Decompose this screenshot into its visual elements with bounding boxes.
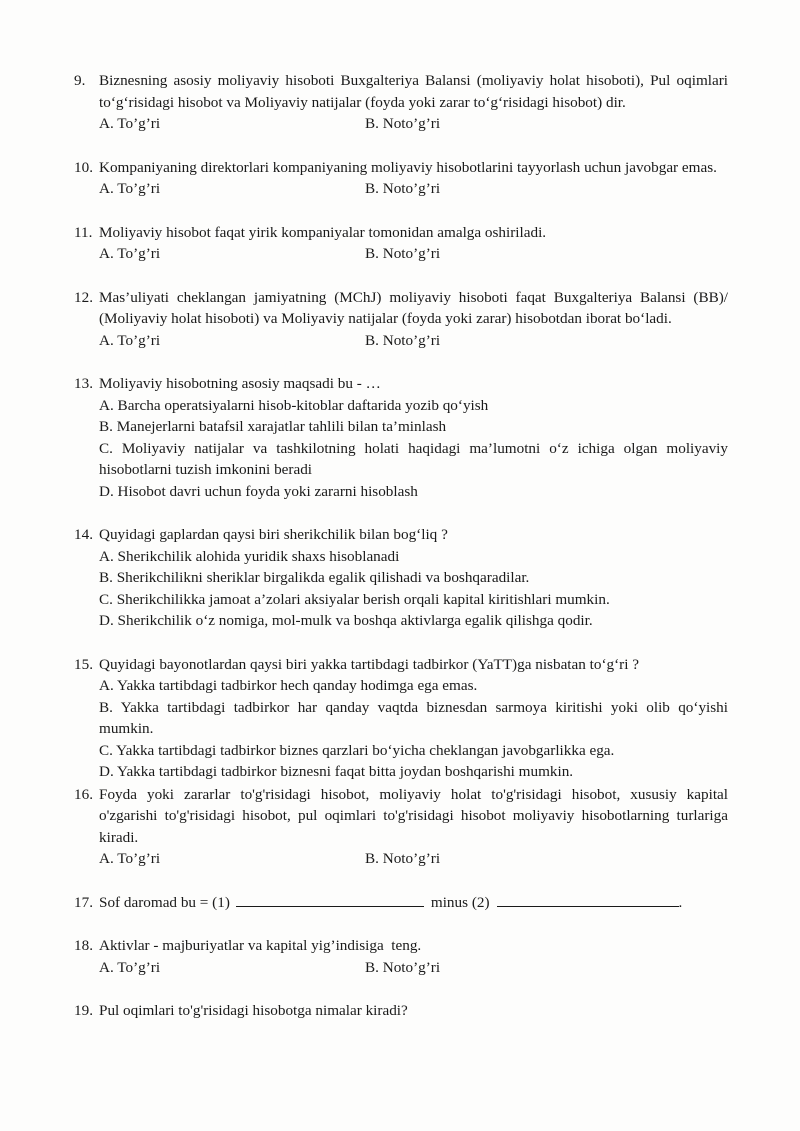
choice-c: C. Sherikchilikka jamoat a’zolari aksiyalar berish orqali kapital kiritishlari mumkin. xyxy=(99,590,610,608)
option-true: A. To’g’ri xyxy=(99,958,161,976)
true-false-options xyxy=(99,957,728,979)
choice-d: D. Hisobot davri uchun foyda yoki zararni hisoblash xyxy=(99,482,418,500)
question-text: Mas’uliyati cheklangan jamiyatning (MChJ) moliyaviy hisoboti faqat Buxgalteriya Balansi (BB)/ (Moliyaviy holat hisoboti) va Moliyaviy natijalar (foyda yoki zarar) hisobotdan iborat bo‘ladi. xyxy=(99,288,728,327)
question-text: Pul oqimlari to'g'risidagi hisobotga nimalar kiradi? xyxy=(99,1002,408,1019)
question-number: 17. xyxy=(74,893,93,911)
choice-b: B. Yakka tartibdagi tadbirkor har qanday vaqtda biznesdan sarmoya kiritishi yoki olib qo‘yishi mumkin. xyxy=(99,698,728,737)
question-text: Moliyaviy hisobot faqat yirik kompaniyalar tomonidan amalga oshiriladi. xyxy=(99,223,547,241)
option-true: A. To’g’ri xyxy=(99,180,161,197)
question-16 xyxy=(74,784,728,870)
question-text: Moliyaviy hisobotning asosiy maqsadi bu - … xyxy=(99,375,381,392)
question-text: Sof daromad bu = (1) xyxy=(99,893,230,911)
option-false: B. Noto’g’ri xyxy=(365,331,441,349)
choice-a: A. Sherikchilik alohida yuridik shaxs hisoblanadi xyxy=(99,547,400,565)
question-number: 12. xyxy=(74,288,93,306)
question-15 xyxy=(74,654,728,783)
choice-list xyxy=(99,395,728,503)
option-false: B. Noto’g’ri xyxy=(365,180,441,197)
question-11 xyxy=(74,222,728,265)
question-number: 11. xyxy=(74,223,93,241)
true-false-options xyxy=(99,330,728,352)
option-false: B. Noto’g’ri xyxy=(365,958,441,976)
choice-a: A. Barcha operatsiyalarni hisob-kitoblar daftarida yozib qo‘yish xyxy=(99,396,489,414)
question-text: Kompaniyaning direktorlari kompaniyaning moliyaviy hisobotlarini tayyorlash uchun javobgar emas. xyxy=(99,158,717,176)
question-12 xyxy=(74,287,728,352)
option-true: A. To’g’ri xyxy=(99,850,161,867)
question-text-mid: minus (2) xyxy=(430,893,490,911)
question-number: 9. xyxy=(74,72,86,89)
question-number: 16. xyxy=(74,785,93,803)
question-number: 19. xyxy=(74,1002,93,1019)
true-false-options xyxy=(99,178,728,200)
option-false: B. Noto’g’ri xyxy=(365,115,441,132)
choice-c: C. Moliyaviy natijalar va tashkilotning holati haqidagi ma’lumotni o‘z ichiga olgan moliyaviy hisobotlarni tuzish imkonini beradi xyxy=(99,439,728,478)
option-false: B. Noto’g’ri xyxy=(365,850,441,867)
answer-blank-2 xyxy=(497,893,679,907)
choice-a: A. Yakka tartibdagi tadbirkor hech qanday hodimga ega emas. xyxy=(99,677,478,694)
question-14 xyxy=(74,524,728,632)
true-false-options xyxy=(99,243,728,265)
question-18 xyxy=(74,935,728,978)
choice-b: B. Sherikchilikni sheriklar birgalikda egalik qilishadi va boshqaradilar. xyxy=(99,569,530,586)
question-19 xyxy=(74,1000,728,1022)
fill-in-question xyxy=(99,892,728,914)
choice-list xyxy=(99,675,728,783)
choice-d: D. Yakka tartibdagi tadbirkor biznesni faqat bitta joydan boshqarishi mumkin. xyxy=(99,763,574,780)
question-text: Quyidagi gaplardan qaysi biri sherikchilik bilan bog‘liq ? xyxy=(99,526,448,543)
question-10 xyxy=(74,157,728,200)
choice-b: B. Manejerlarni batafsil xarajatlar tahlili bilan ta’minlash xyxy=(99,418,447,435)
question-number: 18. xyxy=(74,937,93,954)
true-false-options xyxy=(99,113,728,135)
question-number: 15. xyxy=(74,655,93,673)
answer-blank-1 xyxy=(236,893,424,907)
question-number: 14. xyxy=(74,526,93,543)
true-false-options xyxy=(99,848,728,870)
option-true: A. To’g’ri xyxy=(99,115,161,132)
option-true: A. To’g’ri xyxy=(99,331,161,349)
question-17 xyxy=(74,892,728,914)
question-13 xyxy=(74,373,728,502)
question-text: Biznesning asosiy moliyaviy hisoboti Buxgalteriya Balansi (moliyaviy holat hisoboti), Pul oqimlari to‘g‘risidagi hisobot va Moliyaviy natijalar (foyda yoki zarar to‘g‘risidagi hisobot) dir. xyxy=(99,72,728,111)
choice-list xyxy=(99,546,728,632)
choice-d: D. Sherikchilik o‘z nomiga, mol-mulk va boshqa aktivlarga egalik qilishga qodir. xyxy=(99,612,593,629)
question-text: Quyidagi bayonotlardan qaysi biri yakka tartibdagi tadbirkor (YaTT)ga nisbatan to‘g‘ri ? xyxy=(99,655,639,673)
question-text: Aktivlar - majburiyatlar va kapital yig’indisiga teng. xyxy=(99,937,422,954)
choice-c: C. Yakka tartibdagi tadbirkor biznes qarzlari bo‘yicha cheklangan javobgarlikka ega. xyxy=(99,741,615,759)
question-text-suffix: . xyxy=(678,893,683,911)
question-text: Foyda yoki zararlar to'g'risidagi hisobot, moliyaviy holat to'g'risidagi hisobot, xususiy kapital o'zgarishi to'g'risidagi hisobot, pul oqimlari to'g'risidagi hisobot moliyaviy hisobotlarning turlariga kiradi. xyxy=(99,785,728,846)
option-true: A. To’g’ri xyxy=(99,245,161,262)
question-number: 10. xyxy=(74,158,93,176)
question-9 xyxy=(74,70,728,135)
option-false: B. Noto’g’ri xyxy=(365,245,441,262)
question-number: 13. xyxy=(74,375,93,392)
